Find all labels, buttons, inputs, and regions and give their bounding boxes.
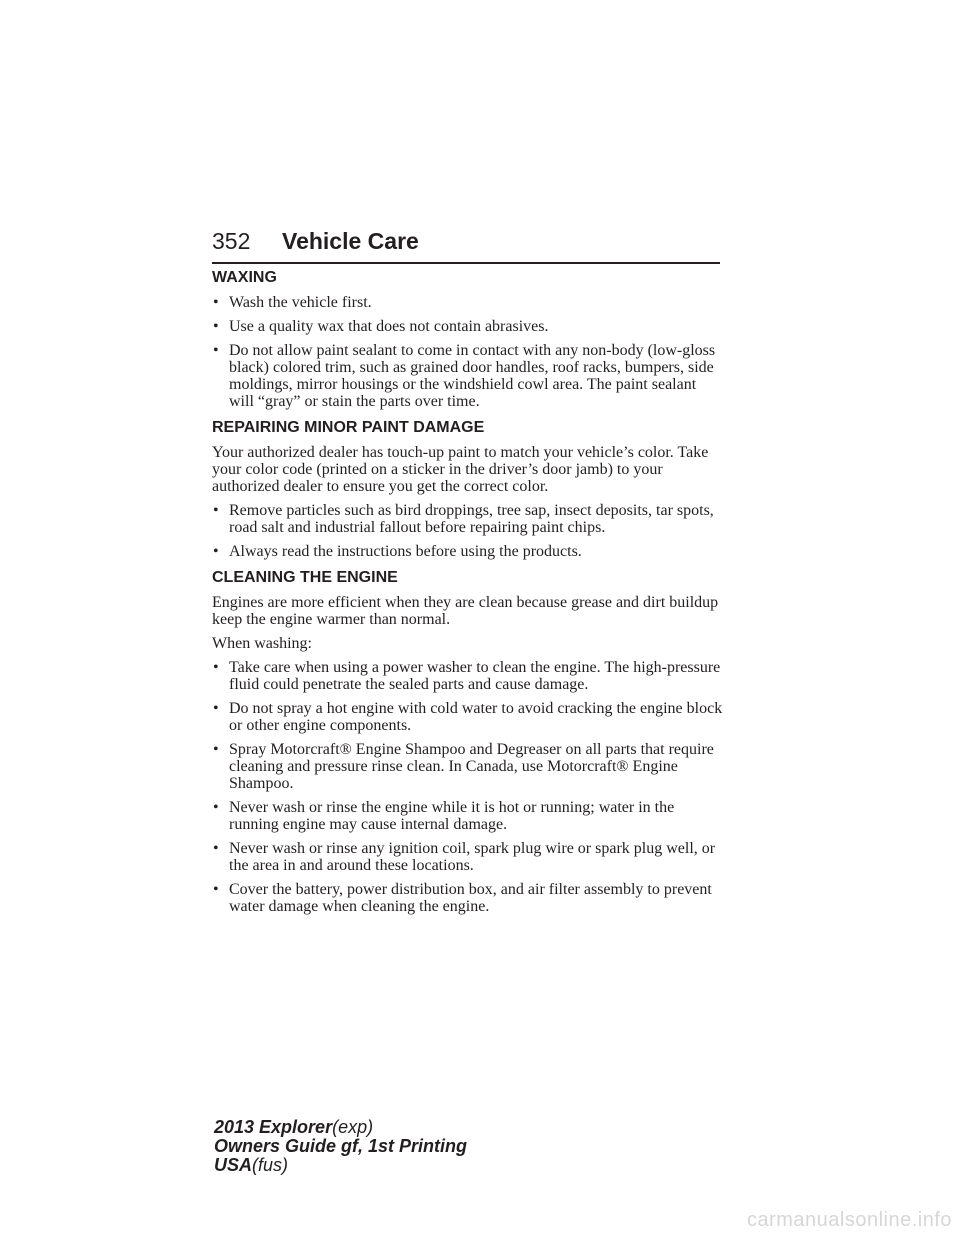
bullet-list xyxy=(212,294,724,410)
bullet-icon: • xyxy=(213,659,219,676)
footer-market: USA xyxy=(214,1155,253,1175)
watermark: carmanualsonline.info xyxy=(746,1209,952,1231)
bullet-icon: • xyxy=(213,741,219,758)
bullet-icon: • xyxy=(213,502,219,519)
list-item-text: Do not allow paint sealant to come in contact with any non-body (low-gloss black) colored trim, such as grained door handles, roof racks, bumpers, side moldings, mirror housings or the windshield cowl area. The paint sealant will “gray” or stain the parts over time. xyxy=(229,342,716,410)
list-item-text: Do not spray a hot engine with cold water to avoid cracking the engine block or other engine components. xyxy=(229,700,723,734)
page-header xyxy=(212,226,720,264)
paragraph: When washing: xyxy=(212,635,312,652)
bullet-icon: • xyxy=(213,881,219,898)
chapter-title: Vehicle Care xyxy=(282,228,419,254)
list-item xyxy=(212,799,724,833)
footer-market-code: (fus) xyxy=(252,1155,289,1175)
list-item xyxy=(212,840,724,874)
list-item xyxy=(212,881,724,915)
bullet-icon: • xyxy=(213,799,219,816)
bullet-list xyxy=(212,659,724,915)
list-item-text: Spray Motorcraft® Engine Shampoo and Degreaser on all parts that require cleaning and pressure rinse clean. In Canada, use Motorcraft® Engine Shampoo. xyxy=(229,741,714,792)
page-content xyxy=(212,268,724,923)
list-item xyxy=(212,741,724,792)
list-item-text: Remove particles such as bird droppings, tree sap, insect deposits, tar spots, road salt and industrial fallout before repairing paint chips. xyxy=(229,502,714,536)
list-item-text: Take care when using a power washer to clean the engine. The high-pressure fluid could penetrate the sealed parts and cause damage. xyxy=(229,659,721,693)
list-item xyxy=(212,294,724,311)
list-item xyxy=(212,659,724,693)
bullet-icon: • xyxy=(213,840,219,857)
section-heading: WAXING xyxy=(212,269,277,286)
footer-line-1 xyxy=(214,1118,467,1137)
section-heading: CLEANING THE ENGINE xyxy=(212,569,398,586)
list-item-text: Never wash or rinse the engine while it is hot or running; water in the running engine may cause internal damage. xyxy=(229,799,675,833)
section-repairing xyxy=(212,418,724,560)
bullet-icon: • xyxy=(213,700,219,717)
list-item xyxy=(212,318,724,335)
list-item xyxy=(212,342,724,410)
list-item-text: Cover the battery, power distribution box, and air filter assembly to prevent water damage when cleaning the engine. xyxy=(229,881,712,915)
footer-line-3 xyxy=(214,1156,467,1175)
footer-line-2: Owners Guide gf, 1st Printing xyxy=(214,1136,468,1156)
list-item xyxy=(212,543,724,560)
paragraph: Your authorized dealer has touch-up paint to match your vehicle’s color. Take your color code (printed on a sticker in the driver’s door jamb) to your authorized dealer to ensure you get the correct color. xyxy=(212,444,709,495)
list-item xyxy=(212,502,724,536)
bullet-icon: • xyxy=(213,543,219,560)
bullet-icon: • xyxy=(213,318,219,335)
paragraph: Engines are more efficient when they are clean because grease and dirt buildup keep the engine warmer than normal. xyxy=(212,594,719,628)
section-heading: REPAIRING MINOR PAINT DAMAGE xyxy=(212,419,485,436)
bullet-list xyxy=(212,502,724,560)
list-item-text: Use a quality wax that does not contain abrasives. xyxy=(229,318,549,335)
print-footer xyxy=(214,1118,467,1175)
list-item-text: Never wash or rinse any ignition coil, spark plug wire or spark plug well, or the area in and around these locations. xyxy=(229,840,716,874)
bullet-icon: • xyxy=(213,342,219,359)
page-number: 352 xyxy=(212,228,251,254)
list-item-text: Always read the instructions before using the products. xyxy=(229,543,582,560)
bullet-icon: • xyxy=(213,294,219,311)
list-item-text: Wash the vehicle first. xyxy=(229,294,372,311)
list-item xyxy=(212,700,724,734)
footer-model: 2013 Explorer xyxy=(214,1117,333,1137)
footer-model-code: (exp) xyxy=(332,1117,374,1137)
section-waxing xyxy=(212,268,724,410)
section-cleaning-engine xyxy=(212,568,724,915)
